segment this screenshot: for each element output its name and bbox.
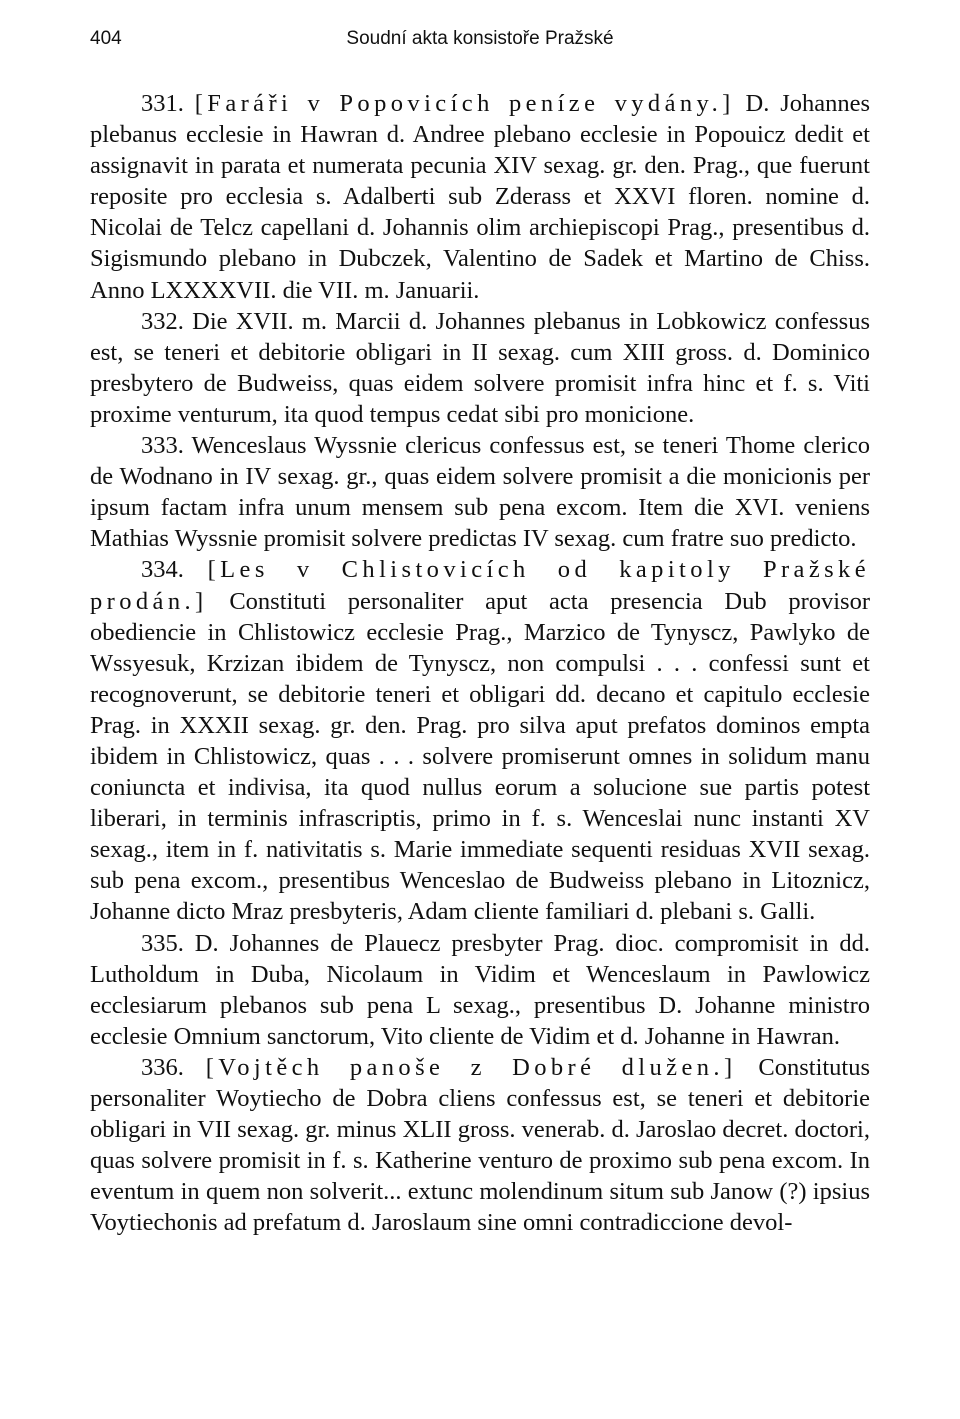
entry-334 bbox=[90, 554, 870, 927]
entry-title: [Les v Chlistovicích od kapitoly Pražské prodán.] bbox=[90, 556, 871, 615]
entry-text: D. Johannes de Plauecz presbyter Prag. dioc. compromisit in dd. Lutholdum in Duba, Nicolaum in Vidim et Wenceslaum in Pawlowicz ecclesiarum plebanos sub pena L sexag., presentibus D. Johanne ministro ecclesie Omnium sanctorum, Vito cliente de Vidim et d. Johanne in Hawran. bbox=[90, 929, 870, 1050]
entry-333 bbox=[90, 430, 870, 554]
entry-332 bbox=[90, 306, 870, 430]
page-header bbox=[90, 28, 870, 58]
document-page bbox=[90, 28, 870, 1238]
entry-text: Constituti personaliter aput acta presencia Dub provisor obediencie in Chlistowicz ecclesie Prag., Marzico de Tynyscz, Pawlyko de Wssyesuk, Krzizan ibidem de Tynyscz, non compulsi . . . confessi sunt et recognoverunt, se debitorie teneri et obligari dd. decano et capitulo ecclesie Prag. in XXXII sexag. gr. den. Prag. pro silva aput prefatos dominos empta ibidem in Chlistowicz, quas . . . solvere promiserunt omnes in solidum manu coniuncta et indivisa, ita quod nullus eorum a solucione sue partis potest liberari, in terminis infrascriptis, primo in f. s. Wenceslai nunc instanti XV sexag., item in f. nativitatis s. Marie immediate sequenti residuas XVII sexag. sub pena excom., presentibus Wenceslao de Budweiss plebano in Litoznicz, Johanne dicto Mraz presbyteris, Adam cliente familiari d. plebani s. Galli. bbox=[90, 587, 871, 926]
entry-text: Die XVII. m. Marcii d. Johannes plebanus in Lobkowicz confessus est, se teneri et debitorie obligari in II sexag. cum XIII gross. d. Dominico presbytero de Budweiss, quas eidem solvere promisit infra hinc et f. s. Viti proxime venturum, ita quod tempus cedat sibi pro monicione. bbox=[90, 307, 870, 428]
document-body bbox=[90, 88, 870, 1238]
entry-title: [Vojtěch panoše z Dobré dlužen.] bbox=[205, 1053, 737, 1081]
entry-title: [Faráři v Popovicích peníze vydány.] bbox=[194, 90, 735, 117]
entry-336 bbox=[90, 1052, 870, 1239]
entry-331 bbox=[90, 88, 870, 306]
entry-number: 334. bbox=[141, 556, 184, 584]
entry-text: Constitutus personaliter Woytiecho de Dobra cliens confessus est, se teneri et debitorie obligari in VII sexag. gr. minus XLII gross. venerab. d. Jaroslao decret. doctori, quas solvere promisit in f. s. Katherine venturo de proximo sub pena excom. In eventum in quem non solverit... extunc molendinum situm sub Janow (?) ipsius Voytiechonis ad prefatum d. Jaroslaum sine omni contradiccione devol- bbox=[90, 1053, 871, 1237]
entry-335 bbox=[90, 928, 870, 1052]
entry-number: 336. bbox=[141, 1053, 184, 1081]
entry-number: 332. bbox=[141, 307, 184, 335]
entry-number: 331. bbox=[141, 90, 184, 117]
page-number: 404 bbox=[90, 28, 122, 49]
entry-text: Wenceslaus Wyssnie clericus confessus est, se teneri Thome clerico de Wodnano in IV sexag. gr., quas eidem solvere promisit a die monicionis per ipsum factam infra unum mensem sub pena excom. Item die XVI. veniens Mathias Wyssnie promisit solvere predictas IV sexag. cum fratre suo predicto. bbox=[90, 432, 870, 553]
entry-number: 333. bbox=[141, 432, 184, 460]
entry-number: 335. bbox=[141, 929, 184, 957]
running-title: Soudní akta konsistoře Pražské bbox=[346, 28, 614, 49]
entry-text: D. Johannes plebanus ecclesie in Hawran d. Andree plebano ecclesie in Popouicz dedit et assignavit in parata et numerata pecunia XIV sexag. gr. den. Prag., que fuerunt reposite pro ecclesia s. Adalberti sub Zderass et XXVI floren. nomine d. Nicolai de Telcz capellani d. Johannis olim archiepiscopi Prag., presentibus d. Sigismundo plebano in Dubczek, Valentino de Sadek et Martino de Chiss. Anno LXXXXVII. die VII. m. Januarii. bbox=[90, 90, 871, 304]
